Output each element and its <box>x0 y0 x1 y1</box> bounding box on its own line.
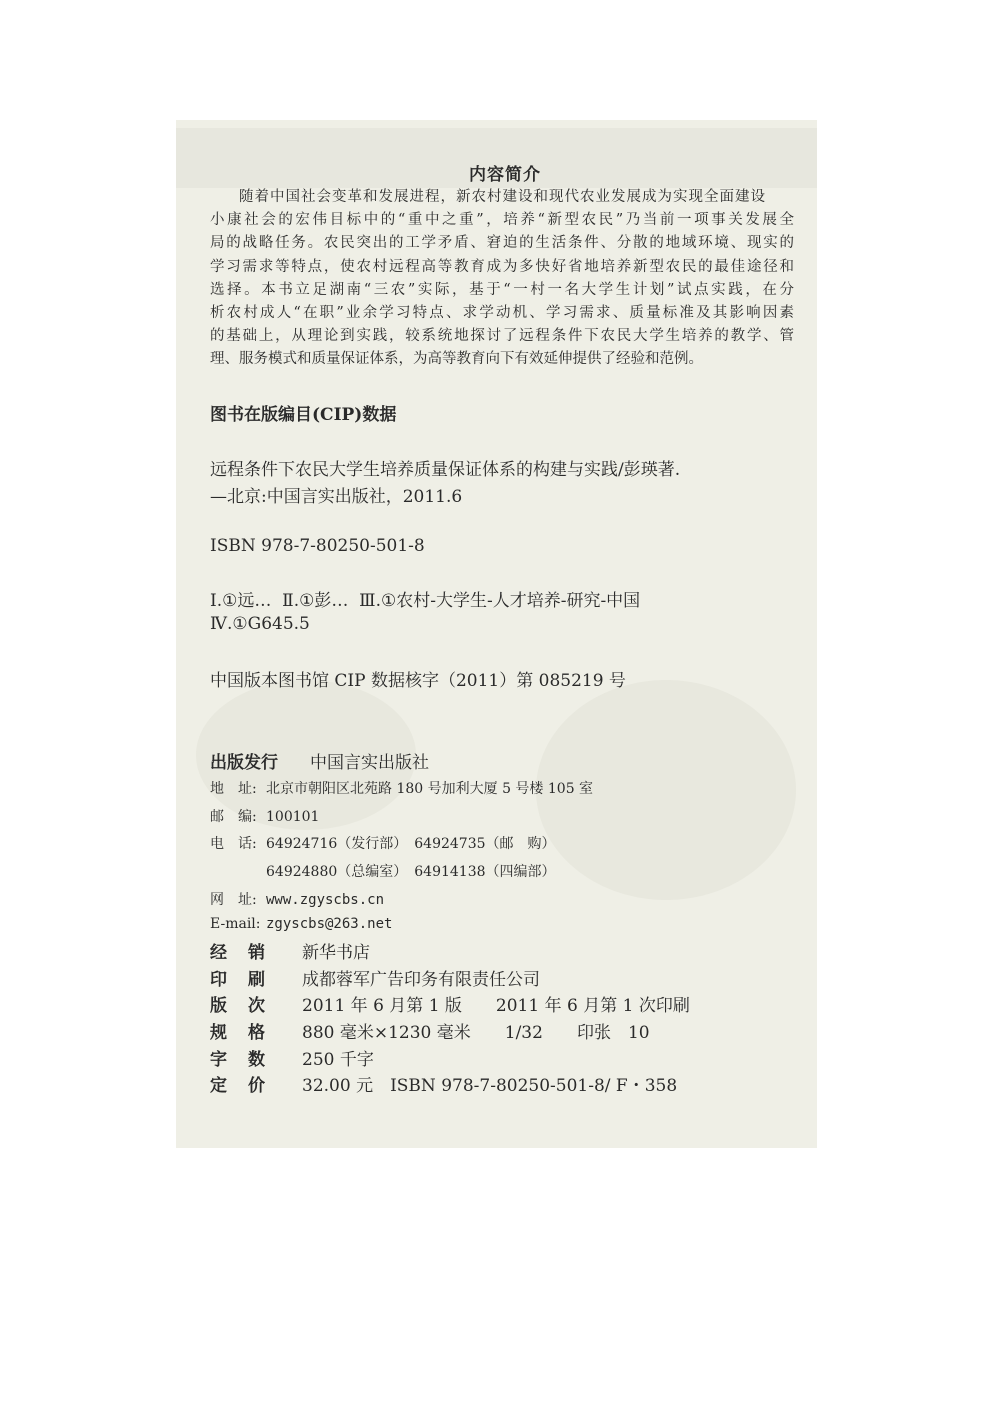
detail-row <box>210 991 690 1016</box>
summary-line: 选择。本书立足湖南“三农”实际，基于“一村一名大学生计划”试点实践，在分 <box>210 281 794 298</box>
cip-title-line: 远程条件下农民大学生培养质量保证体系的构建与实践/彭瑛著. <box>210 460 681 480</box>
cip-isbn: ISBN 978-7-80250-501-8 <box>210 536 425 556</box>
detail-label: 经 销 <box>210 943 267 963</box>
detail-label: 定 价 <box>210 1076 267 1096</box>
email-value: zgyscbs@263.net <box>266 916 393 932</box>
detail-label: 印 刷 <box>210 970 267 990</box>
detail-value: 250 千字 <box>302 1050 374 1070</box>
copyright-page <box>176 120 817 1148</box>
cip-classification: Ⅳ.①G645.5 <box>210 614 310 634</box>
summary-line: 学习需求等特点，使农村远程高等教育成为多快好省地培养新型农民的最佳途径和 <box>210 258 794 275</box>
cip-approval-number: 中国版本图书馆 CIP 数据核字（2011）第 085219 号 <box>210 671 626 691</box>
detail-value: 2011 年 6 月第 1 版 2011 年 6 月第 1 次印刷 <box>302 996 690 1016</box>
postcode-label: 邮 编: <box>210 809 257 825</box>
summary-paragraph <box>210 186 794 372</box>
postcode-row <box>210 806 319 826</box>
detail-row <box>210 1045 374 1070</box>
website-label: 网 址: <box>210 892 257 908</box>
phone-label: 电 话: <box>210 836 257 852</box>
detail-row <box>210 938 370 963</box>
detail-label: 版 次 <box>210 996 267 1016</box>
publisher-label: 出版发行 <box>210 753 278 773</box>
address-row <box>210 778 593 798</box>
summary-line: 随着中国社会变革和发展进程，新农村建设和现代农业发展成为实现全面建设 <box>239 189 765 205</box>
address-value: 北京市朝阳区北苑路 180 号加利大厦 5 号楼 105 室 <box>266 781 594 797</box>
address-label: 地 址: <box>210 781 257 797</box>
cip-publisher-line: —北京:中国言实出版社，2011.6 <box>210 487 463 507</box>
detail-row <box>210 965 540 990</box>
email-label: E-mail: <box>210 916 261 932</box>
summary-line: 的基础上，从理论到实践，较系统地探讨了远程条件下农民大学生培养的教学、管 <box>210 328 794 345</box>
detail-row <box>210 1071 677 1096</box>
cip-heading: 图书在版编目(CIP)数据 <box>210 405 397 425</box>
publisher-name: 中国言实出版社 <box>310 753 429 773</box>
detail-label: 规 格 <box>210 1023 267 1043</box>
summary-line: 小康社会的宏伟目标中的“重中之重”，培养“新型农民”乃当前一项事关发展全 <box>210 212 794 229</box>
detail-label: 字 数 <box>210 1050 267 1070</box>
detail-value: 32.00 元 ISBN 978-7-80250-501-8/ F・358 <box>302 1076 678 1096</box>
cip-classification: Ⅰ.①远… Ⅱ.①彭… Ⅲ.①农村-大学生-人才培养-研究-中国 <box>210 591 641 611</box>
summary-line: 理、服务模式和质量保证体系，为高等教育向下有效延伸提供了经验和范例。 <box>210 351 703 368</box>
website-row <box>210 889 384 909</box>
publisher-row <box>210 748 429 773</box>
summary-line: 析农村成人“在职”业余学习特点、求学动机、学习需求、质量标准及其影响因素 <box>210 305 794 322</box>
detail-value: 880 毫米×1230 毫米 1/32 印张 10 <box>302 1023 650 1043</box>
phone-value: 64924880（总编室） 64914138（四编部） <box>266 864 556 880</box>
phone-value: 64924716（发行部） 64924735（邮 购） <box>266 836 556 852</box>
detail-value: 成都蓉军广告印务有限责任公司 <box>302 970 540 990</box>
email-row <box>210 916 392 932</box>
website-value: www.zgyscbs.cn <box>266 892 385 908</box>
summary-line: 局的战略任务。农民突出的工学矛盾、窘迫的生活条件、分散的地域环境、现实的 <box>210 235 794 252</box>
phone-row <box>210 833 556 853</box>
detail-row <box>210 1018 650 1043</box>
summary-title: 内容简介 <box>469 165 541 185</box>
detail-value: 新华书店 <box>302 943 370 963</box>
postcode-value: 100101 <box>266 809 320 825</box>
